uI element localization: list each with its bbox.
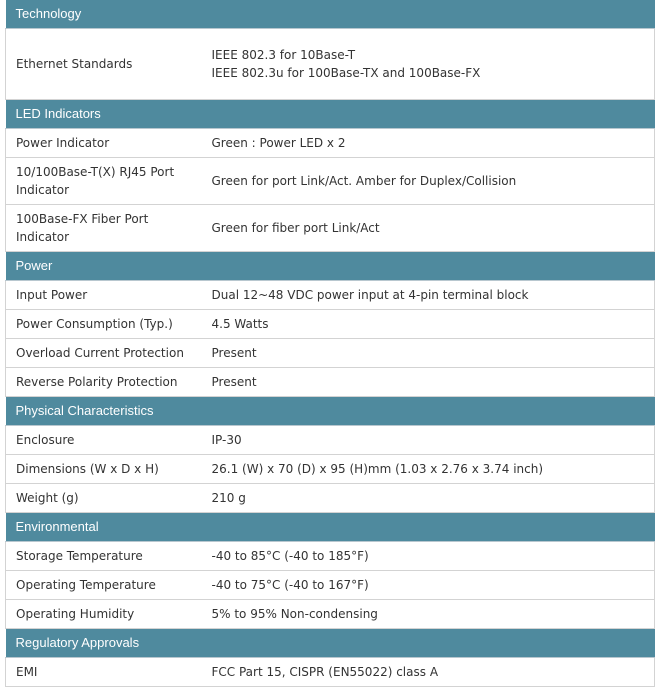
- spec-value: Green for port Link/Act. Amber for Duplex/Collision: [202, 158, 655, 205]
- spec-label: Power Consumption (Typ.): [6, 310, 202, 339]
- section-title: LED Indicators: [6, 100, 655, 129]
- spec-row-power-consumption: [6, 310, 655, 339]
- spec-label: 100Base-FX Fiber Port Indicator: [6, 205, 202, 252]
- spec-label: Overload Current Protection: [6, 339, 202, 368]
- spec-row-power-indicator: [6, 129, 655, 158]
- section-title: Technology: [6, 0, 655, 29]
- spec-label: Ethernet Standards: [6, 29, 202, 100]
- spec-row-operating-temperature: [6, 571, 655, 600]
- spec-value: 26.1 (W) x 70 (D) x 95 (H)mm (1.03 x 2.76 x 3.74 inch): [202, 455, 655, 484]
- spec-row-ethernet-standards: [6, 29, 655, 100]
- section-header-regulatory-approvals: [6, 629, 655, 658]
- spec-label: Reverse Polarity Protection: [6, 368, 202, 397]
- section-title: Regulatory Approvals: [6, 629, 655, 658]
- spec-label: Operating Temperature: [6, 571, 202, 600]
- spec-value: 4.5 Watts: [202, 310, 655, 339]
- spec-label: Power Indicator: [6, 129, 202, 158]
- spec-value-line: IEEE 802.3u for 100Base-TX and 100Base-FX: [211, 66, 481, 80]
- section-header-power: [6, 252, 655, 281]
- section-header-technology: [6, 0, 655, 29]
- spec-row-emi: [6, 658, 655, 687]
- spec-row-weight: [6, 484, 655, 513]
- spec-row-storage-temperature: [6, 542, 655, 571]
- spec-row-operating-humidity: [6, 600, 655, 629]
- spec-value: IP-30: [202, 426, 655, 455]
- section-title: Physical Characteristics: [6, 397, 655, 426]
- spec-label: Dimensions (W x D x H): [6, 455, 202, 484]
- spec-value: FCC Part 15, CISPR (EN55022) class A: [202, 658, 655, 687]
- spec-value: Present: [202, 339, 655, 368]
- section-header-physical-characteristics: [6, 397, 655, 426]
- spec-value-line: IEEE 802.3 for 10Base-T: [211, 48, 356, 62]
- spec-value: Green : Power LED x 2: [202, 129, 655, 158]
- spec-value: 5% to 95% Non-condensing: [202, 600, 655, 629]
- section-title: Environmental: [6, 513, 655, 542]
- spec-value: Present: [202, 368, 655, 397]
- spec-row-input-power: [6, 281, 655, 310]
- spec-value: [202, 29, 655, 100]
- spec-label: Operating Humidity: [6, 600, 202, 629]
- section-title: Power: [6, 252, 655, 281]
- spec-row-overload-current-protection: [6, 339, 655, 368]
- spec-value: Dual 12~48 VDC power input at 4-pin terminal block: [202, 281, 655, 310]
- spec-row-enclosure: [6, 426, 655, 455]
- spec-row-dimensions: [6, 455, 655, 484]
- spec-label: EMI: [6, 658, 202, 687]
- spec-label: Enclosure: [6, 426, 202, 455]
- section-header-environmental: [6, 513, 655, 542]
- spec-value: 210 g: [202, 484, 655, 513]
- spec-row-rj45-port-indicator: [6, 158, 655, 205]
- spec-value: -40 to 85°C (-40 to 185°F): [202, 542, 655, 571]
- spec-label: 10/100Base-T(X) RJ45 Port Indicator: [6, 158, 202, 205]
- spec-value: Green for fiber port Link/Act: [202, 205, 655, 252]
- spec-row-reverse-polarity-protection: [6, 368, 655, 397]
- spec-label: Input Power: [6, 281, 202, 310]
- section-header-led-indicators: [6, 100, 655, 129]
- spec-table: [5, 0, 655, 687]
- spec-row-fiber-port-indicator: [6, 205, 655, 252]
- spec-label: Weight (g): [6, 484, 202, 513]
- spec-value: -40 to 75°C (-40 to 167°F): [202, 571, 655, 600]
- spec-label: Storage Temperature: [6, 542, 202, 571]
